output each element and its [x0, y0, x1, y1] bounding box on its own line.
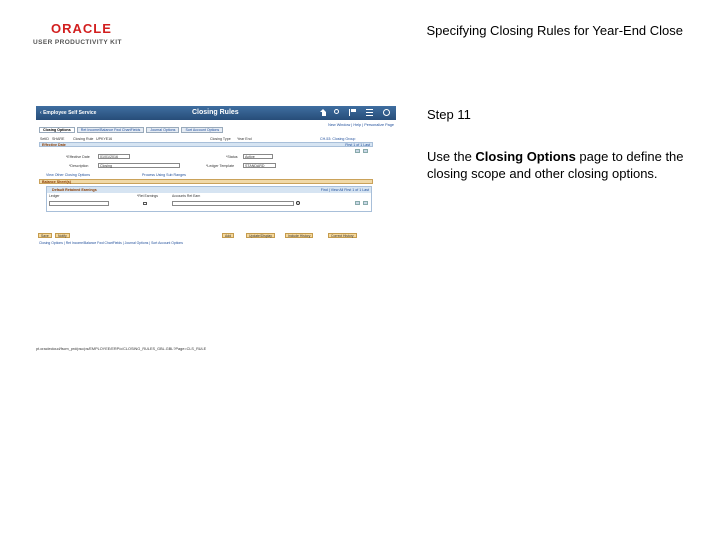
- tab-journal-options[interactable]: Journal Options: [146, 127, 179, 133]
- document-title: Specifying Closing Rules for Year-End Close: [426, 23, 683, 38]
- step-number: Step 11: [427, 107, 471, 122]
- closing-group-link[interactable]: CH-53: Closing Group: [320, 137, 356, 141]
- instruction-page-name: Closing Options: [475, 149, 576, 164]
- save-button[interactable]: Save: [38, 233, 52, 238]
- tab-closing-options[interactable]: Closing Options: [39, 127, 75, 133]
- description-label: *Description: [69, 164, 89, 168]
- view-other-closing-link[interactable]: View Other Closing Options: [46, 173, 91, 177]
- page-toolbar: [38, 233, 378, 238]
- include-history-button[interactable]: Include History: [285, 233, 313, 238]
- add-row-icon[interactable]: [355, 149, 360, 153]
- instruction-text-after: page to define the closing scope and other closing options.: [427, 149, 684, 181]
- balance-sheet-section: [39, 179, 373, 184]
- search-icon[interactable]: [334, 109, 339, 114]
- add-button[interactable]: Add: [222, 233, 234, 238]
- tab-sort-account[interactable]: Sort Account Options: [181, 127, 223, 133]
- navbar-icon[interactable]: [383, 109, 390, 116]
- col-accounts: Accounts Ret Earn: [172, 194, 201, 198]
- bal-section-title: Balance Sheet(s): [42, 180, 71, 184]
- type-value: Year End: [237, 137, 252, 141]
- page-url: pt.oraclecloud/fscm_prd/psc/ps/EMPLOYEE/ERP/c/CLOSING_RULES_GBL.GBL?Page=CLS_RULE: [36, 347, 207, 351]
- rule-label: Closing Rule: [73, 137, 94, 141]
- setid-value: SHARE: [52, 137, 65, 141]
- eff-section-title: Effective Date: [42, 143, 66, 147]
- grid-delete-row-icon[interactable]: [363, 201, 368, 205]
- type-label: Closing Type: [210, 137, 231, 141]
- setid-label: SetID: [40, 137, 49, 141]
- grid-nav[interactable]: Find | View All First 1 of 1 Last: [320, 187, 369, 192]
- grid-header-bar: [47, 187, 371, 193]
- rule-value: UPKYE16: [96, 137, 113, 141]
- col-ret-earnings: *Ret Earnings: [137, 194, 158, 198]
- grid-add-row-icon[interactable]: [355, 201, 360, 205]
- ret-earnings-checkbox[interactable]: [143, 202, 147, 206]
- application-screenshot: [36, 106, 396, 248]
- banner-icons: [317, 109, 390, 116]
- logo-brand: ORACLE: [51, 21, 112, 36]
- grid-columns: [47, 194, 371, 198]
- page-tabs: [39, 127, 223, 133]
- status-label: *Status: [226, 155, 238, 159]
- step-instruction: [427, 148, 697, 182]
- flag-icon[interactable]: [349, 109, 356, 116]
- lookup-icon[interactable]: [296, 201, 300, 205]
- description-field[interactable]: Closing: [98, 163, 180, 168]
- eff-date-field[interactable]: 01/01/2016: [98, 154, 130, 159]
- eff-nav[interactable]: First 1 of 1 Last: [345, 143, 370, 147]
- oracle-upk-logo: [33, 22, 133, 48]
- back-link[interactable]: ‹ Employee Self Service: [40, 110, 97, 116]
- home-icon[interactable]: [317, 109, 324, 116]
- instruction-text-before: Use the: [427, 149, 476, 164]
- tab-ret-income[interactable]: Ret Income/Balance Fwd ChartFields: [77, 127, 145, 133]
- ledger-template-field[interactable]: STANDARD: [243, 163, 276, 168]
- ledger-select[interactable]: [49, 201, 109, 206]
- col-ledger: Ledger: [49, 194, 60, 198]
- menu-icon[interactable]: [366, 109, 373, 116]
- logo-subtitle: USER PRODUCTIVITY KIT: [33, 39, 122, 46]
- status-select[interactable]: Active: [243, 154, 273, 159]
- update-display-button[interactable]: Update/Display: [246, 233, 275, 238]
- ledger-template-label: *Ledger Template: [206, 164, 235, 168]
- effective-date-section: [39, 142, 373, 147]
- process-sub-ranges-link[interactable]: Process Using Sub Ranges: [142, 173, 186, 177]
- app-page-title: Closing Rules: [192, 109, 239, 116]
- delete-row-icon[interactable]: [363, 149, 368, 153]
- accounts-field[interactable]: [172, 201, 294, 206]
- correct-history-button[interactable]: Correct History: [328, 233, 357, 238]
- grid-title: Default Retained Earnings: [52, 187, 97, 192]
- app-banner: [36, 106, 396, 120]
- back-label: Employee Self Service: [43, 110, 97, 116]
- bottom-page-links[interactable]: Closing Options | Ret Income/Balance Fwd ChartFields | Journal Options | Sort Account Options: [39, 241, 183, 245]
- notify-button[interactable]: Notify: [55, 233, 70, 238]
- top-links[interactable]: New Window | Help | Personalize Page: [328, 123, 394, 127]
- retained-earnings-grid: [46, 186, 372, 212]
- eff-date-label: *Effective Date: [66, 155, 90, 159]
